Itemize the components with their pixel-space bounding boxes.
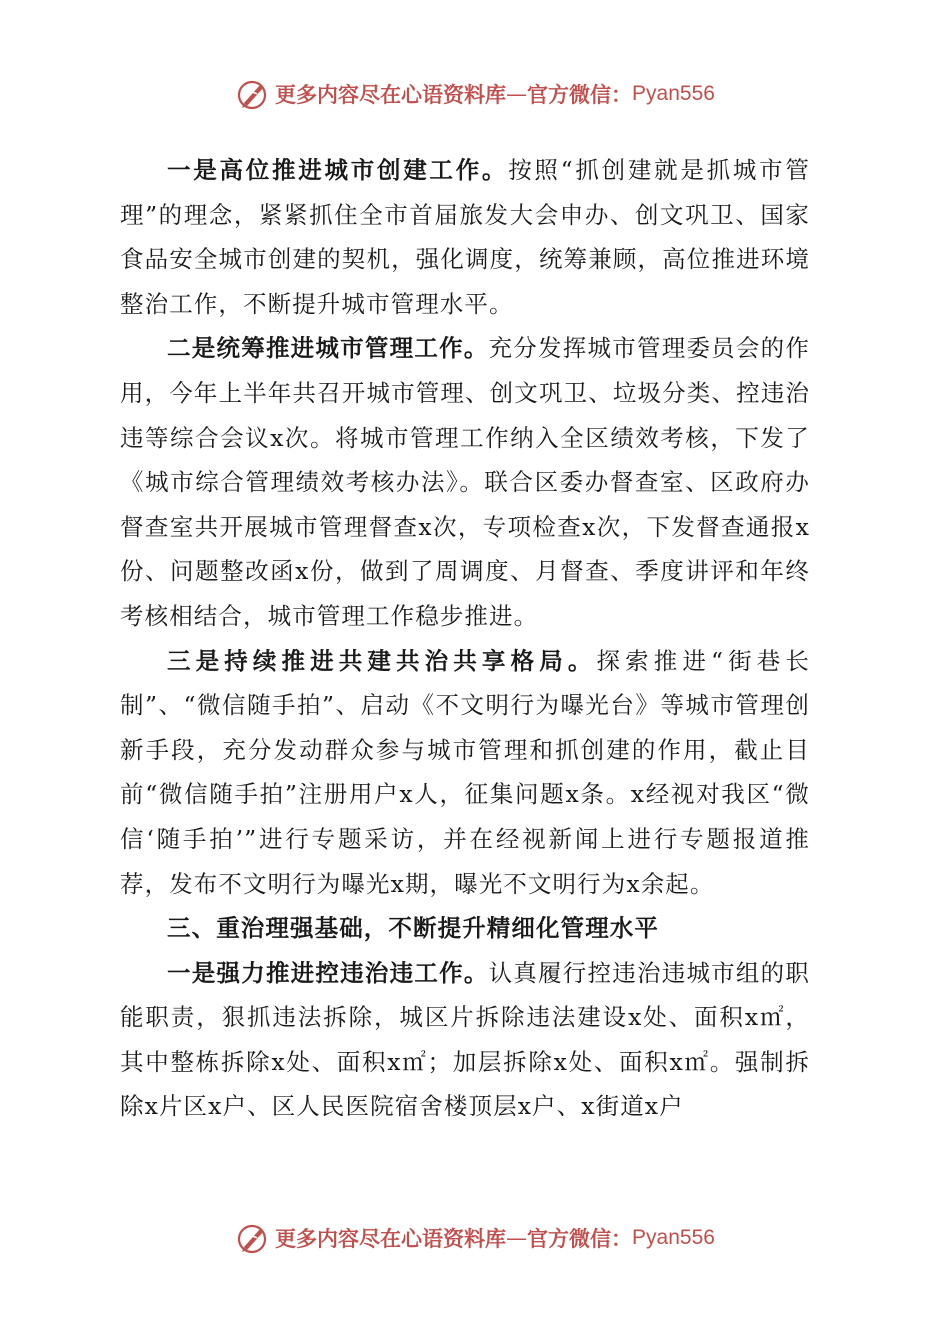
watermark-header <box>0 74 950 114</box>
paragraph-lead: 一是强力推进控违治违工作。 <box>167 958 489 987</box>
watermark-contact: 官方微信： <box>527 1226 633 1251</box>
pen-logo-icon <box>235 1220 271 1256</box>
document-body <box>120 148 810 1129</box>
watermark-separator: — <box>506 82 528 106</box>
paragraph-3 <box>120 639 810 907</box>
section-heading: 三、重治理强基础，不断提升精细化管理水平 <box>167 914 659 943</box>
paragraph-text: 探索推进“街巷长制”、“微信随手拍”、启动《不文明行为曝光台》等城市管理创新手段，充分发动群众参与城市管理和抓创建的作用，截止目前“微信随手拍”注册用户x人，征集问题x条。x经视对我区“微信‘随手拍’”进行专题采访，并在经视新闻上进行专题报道推荐，发布不文明行为曝光x期，曝光不文明行为x余起。 <box>120 646 810 898</box>
watermark-contact: 官方微信： <box>527 82 633 107</box>
paragraph-2 <box>120 326 810 638</box>
paragraph-lead: 二是统筹推进城市管理工作。 <box>167 334 489 363</box>
paragraph-1 <box>120 148 810 326</box>
paragraph-text: 认真履行控违治违城市组的职能职责，狠抓违法拆除，城区片拆除违法建设x处、面积x㎡，其中整栋拆除x处、面积x㎡；加层拆除x处、面积x㎡。强制拆除x片区x户、区人民医院宿舍楼顶层x户、x街道x户 <box>120 958 810 1121</box>
watermark-footer <box>0 1218 950 1258</box>
watermark-id: Pyan556 <box>632 82 715 105</box>
watermark-id: Pyan556 <box>632 1226 715 1249</box>
watermark-brand: 更多内容尽在心语资料库 <box>275 1226 507 1251</box>
paragraph-4 <box>120 951 810 1129</box>
watermark-separator: — <box>506 1226 528 1250</box>
pen-logo-icon <box>235 76 271 112</box>
watermark-brand: 更多内容尽在心语资料库 <box>275 82 507 107</box>
paragraph-text: 充分发挥城市管理委员会的作用，今年上半年共召开城市管理、创文巩卫、垃圾分类、控违治违等综合会议x次。将城市管理工作纳入全区绩效考核，下发了《城市综合管理绩效考核办法》。联合区委办督查室、区政府办督查室共开展城市管理督查x次，专项检查x次，下发督查通报x份、问题整改函x份，做到了周调度、月督查、季度讲评和年终考核相结合，城市管理工作稳步推进。 <box>120 334 810 630</box>
paragraph-lead: 三是持续推进共建共治共享格局。 <box>167 646 597 675</box>
paragraph-text: 按照“抓创建就是抓城市管理”的理念，紧紧抓住全市首届旅发大会申办、创文巩卫、国家食品安全城市创建的契机，强化调度，统筹兼顾，高位推进环境整治工作，不断提升城市管理水平。 <box>120 156 810 318</box>
paragraph-lead: 一是高位推进城市创建工作。 <box>167 156 509 184</box>
